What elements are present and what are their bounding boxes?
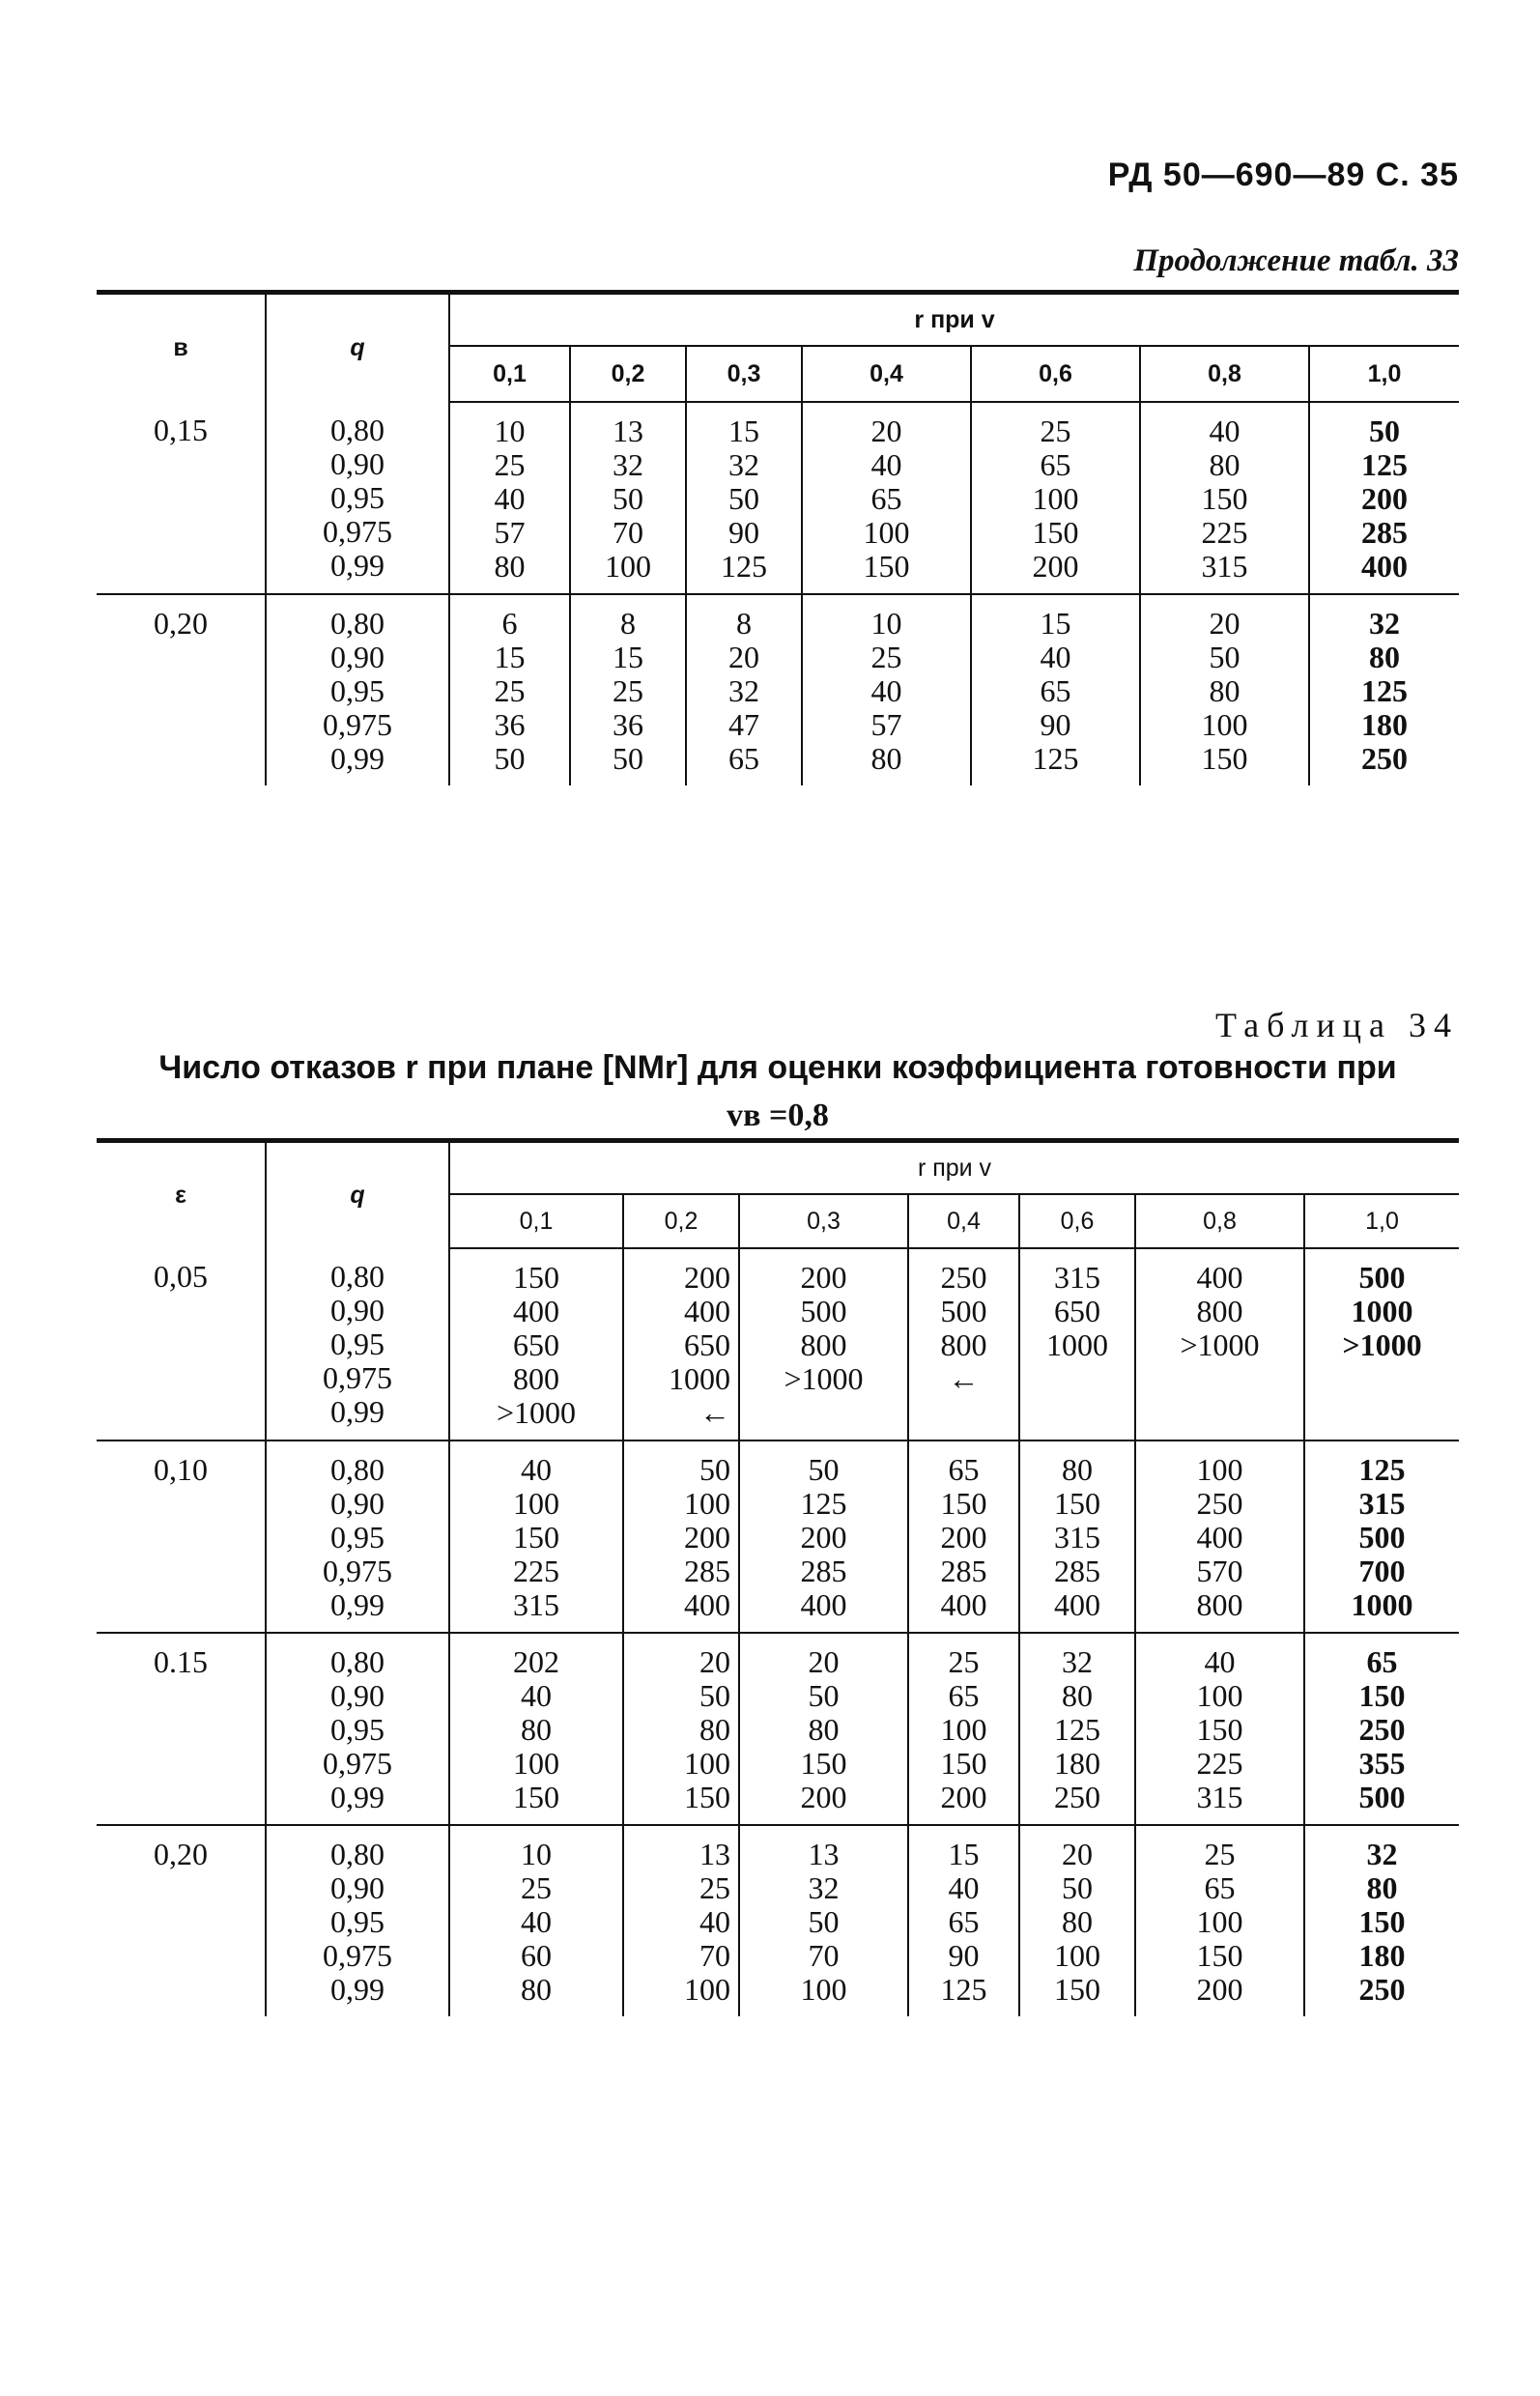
table34-v-header: 0,1 <box>449 1194 623 1248</box>
table33-v-header: 0,3 <box>686 346 802 402</box>
table33-value-cell: 32 80 125 180 250 <box>1309 594 1459 785</box>
table34-q-cell: 0,80 0,90 0,95 0,975 0,99 <box>266 1633 449 1825</box>
table33-eps-cell: 0,20 <box>97 594 266 785</box>
table34-value-cell: 65 150 200 285 400 <box>908 1440 1019 1633</box>
table34-eps-cell: 0,20 <box>97 1825 266 2016</box>
table33-v-header: 0,4 <box>802 346 971 402</box>
table34-title: Таблица 34 <box>1215 1006 1459 1044</box>
table34-col-eps: ε <box>97 1141 266 1249</box>
table-row <box>97 1248 1459 1440</box>
table-33 <box>97 290 1459 785</box>
table33-v-header: 0,2 <box>570 346 686 402</box>
table34-value-cell: 250 500 800 ← <box>908 1248 1019 1440</box>
table34-v-header: 0,8 <box>1135 1194 1304 1248</box>
table33-v-header: 0,6 <box>971 346 1140 402</box>
table34-value-cell: 65 150 250 355 500 <box>1304 1633 1459 1825</box>
table33-col-q: q <box>266 293 449 403</box>
table34-q-cell: 0,80 0,90 0,95 0,975 0,99 <box>266 1440 449 1633</box>
table33-value-cell: 25 65 100 150 200 <box>971 402 1140 594</box>
table34-caption-line2: vв =0,8 <box>727 1098 829 1133</box>
table34-value-cell: 40 100 150 225 315 <box>449 1440 623 1633</box>
table34-value-cell: 400 800 >1000 <box>1135 1248 1304 1440</box>
table34-value-cell: 150 400 650 800 >1000 <box>449 1248 623 1440</box>
table34-value-cell: 50 125 200 285 400 <box>739 1440 908 1633</box>
table34-value-cell: 80 150 315 285 400 <box>1019 1440 1135 1633</box>
table-row <box>97 594 1459 785</box>
table34-value-cell: 20 50 80 100 150 <box>623 1633 739 1825</box>
table34-value-cell: 20 50 80 150 200 <box>739 1633 908 1825</box>
table33-v-header: 0,1 <box>449 346 570 402</box>
table33-q-cell: 0,80 0,90 0,95 0,975 0,99 <box>266 402 449 594</box>
table34-value-cell: 13 32 50 70 100 <box>739 1825 908 2016</box>
table34-eps-cell: 0,05 <box>154 1259 208 1294</box>
table34-value-cell: 200 500 800 >1000 <box>739 1248 908 1440</box>
table34-value-cell: 100 250 400 570 800 <box>1135 1440 1304 1633</box>
table-34 <box>97 1138 1459 2016</box>
table34-v-header: 0,4 <box>908 1194 1019 1248</box>
table33-value-cell: 20 40 65 100 150 <box>802 402 971 594</box>
table34-caption-line1: Число отказов r при плане [NMr] для оценки коэффициента готовности при <box>158 1049 1397 1086</box>
table34-value-cell: 20 50 80 100 150 <box>1019 1825 1135 2016</box>
table34-v-header: 0,2 <box>623 1194 739 1248</box>
table34-col-q: q <box>266 1141 449 1249</box>
table-row <box>97 1825 1459 2016</box>
table34-v-header: 0,6 <box>1019 1194 1135 1248</box>
table33-value-cell: 50 125 200 285 400 <box>1309 402 1459 594</box>
table34-value-cell: 10 25 40 60 80 <box>449 1825 623 2016</box>
table33-value-cell: 10 25 40 57 80 <box>802 594 971 785</box>
table34-value-cell: 25 65 100 150 200 <box>908 1633 1019 1825</box>
table33-value-cell: 13 32 50 70 100 <box>570 402 686 594</box>
table34-value-cell: 125 315 500 700 1000 <box>1304 1440 1459 1633</box>
table33-v-header: 1,0 <box>1309 346 1459 402</box>
table34-eps-cell: 0.15 <box>97 1633 266 1825</box>
table34-value-cell: 50 100 200 285 400 <box>623 1440 739 1633</box>
table34-value-cell: 500 1000 >1000 <box>1304 1248 1459 1440</box>
table33-eps-cell: 0,15 <box>154 413 208 447</box>
table33-col-eps: в <box>97 293 266 403</box>
table34-value-cell: 315 650 1000 <box>1019 1248 1135 1440</box>
table33-value-cell: 40 80 150 225 315 <box>1140 402 1309 594</box>
table33-v-header: 0,8 <box>1140 346 1309 402</box>
table33-q-cell: 0,80 0,90 0,95 0,975 0,99 <box>266 594 449 785</box>
page-header: РД 50—690—89 С. 35 <box>1107 157 1459 193</box>
table33-value-cell: 15 32 50 90 125 <box>686 402 802 594</box>
table33-value-cell: 8 15 25 36 50 <box>570 594 686 785</box>
table34-value-cell: 32 80 125 180 250 <box>1019 1633 1135 1825</box>
table34-value-cell: 40 100 150 225 315 <box>1135 1633 1304 1825</box>
table34-value-cell: 32 80 150 180 250 <box>1304 1825 1459 2016</box>
table34-value-cell: 25 65 100 150 200 <box>1135 1825 1304 2016</box>
table-row <box>97 1633 1459 1825</box>
table-row <box>97 1440 1459 1633</box>
table33-value-cell: 15 40 65 90 125 <box>971 594 1140 785</box>
table33-value-cell: 20 50 80 100 150 <box>1140 594 1309 785</box>
table34-value-cell: 200 400 650 1000 ← <box>623 1248 739 1440</box>
table33-value-cell: 6 15 25 36 50 <box>449 594 570 785</box>
table33-value-cell: 10 25 40 57 80 <box>449 402 570 594</box>
table34-v-header: 0,3 <box>739 1194 908 1248</box>
table34-group-header: r при v <box>449 1141 1459 1195</box>
table33-group-header: r при v <box>449 293 1459 347</box>
table33-value-cell: 8 20 32 47 65 <box>686 594 802 785</box>
table34-caption <box>135 1043 1420 1140</box>
table34-v-header: 1,0 <box>1304 1194 1459 1248</box>
table34-value-cell: 13 25 40 70 100 <box>623 1825 739 2016</box>
table33-continuation-label: Продолжение табл. 33 <box>1133 243 1459 278</box>
table34-value-cell: 202 40 80 100 150 <box>449 1633 623 1825</box>
table34-value-cell: 15 40 65 90 125 <box>908 1825 1019 2016</box>
table-row <box>97 402 1459 594</box>
table34-eps-cell: 0,10 <box>97 1440 266 1633</box>
table34-q-cell: 0,80 0,90 0,95 0,975 0,99 <box>266 1248 449 1440</box>
table34-q-cell: 0,80 0,90 0,95 0,975 0,99 <box>266 1825 449 2016</box>
